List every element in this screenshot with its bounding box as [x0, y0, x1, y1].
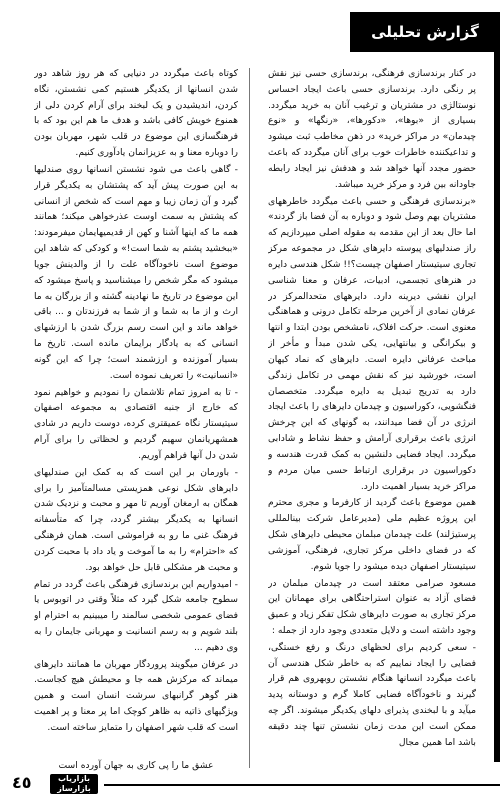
paragraph: - باورمان بر این است که به کمک این صندلیهای دایرهای شکل نوعی همزیستی مسالمتآمیز را برای همگان به ارمغان آوریم تا مهر و محبت و نزدیک شدن انسانها به یکدیگر بیشتر گردد، چرا که متأسفانه فرهنگ غنی ما رو به فراموشی است. همان فرهنگی که «احترام» را به ما آموخت و یاد داد با محبت کردن و محبت هر مشکلی قابل حل خواهد بود. — [34, 466, 238, 573]
page-footer — [0, 770, 500, 800]
paragraph: در کنار برندسازی فرهنگی، برندسازی حسی نیز نقش پر رنگی دارد. برندسازی حسی باعث ایجاد احساس نوستالژی در مشتریان و ترغیب آنان به خرید میگردد. بسیاری از «بوها»، «دکورها»، «رنگها» و «نوع چیدمان» در مراکز خرید» در ذهن مخاطب ثبت میشود و تداعیکننده خاطرات خوب برای آنان میگردد که باعث حضور مجدد آنها خواهد شد و هدفش نیز ایجاد رابطه جاودانه بین فرد و مرکز خرید میباشد. — [268, 68, 476, 190]
magazine-logo-text: بازاریاب بازارساز — [57, 774, 91, 793]
paragraph: کوتاه باعث میگردد در دنیایی که هر روز شاهد دور شدن انسانها از یکدیگر هستیم کمی نشستن، نگاه کردن، اندیشیدن و یک لبخند برای آرام کردن دلی از همنوع خویش کافی باشد و هدف ما هم این بود که با فرهنگسازی این موضوع در قلب شهر، مهربان بودن را دوباره معنا و به عزیزانمان یادآوری کنیم. — [34, 68, 238, 159]
footer-rule — [104, 784, 500, 786]
magazine-logo — [50, 774, 98, 794]
paragraph: - امیدواریم این برندسازی فرهنگی باعث گردد در تمام سطوح جامعه شکل گیرد که مثلاً وقتی در اتوبوس یا فضای عمومی شخصی سالمند را میبینیم به احترام او بلند شویم و به رسم انسانیت و مهربانی جایمان را به وی دهیم ... — [34, 578, 238, 653]
section-header — [350, 12, 500, 52]
paragraph: - گاهی باعث می شود نشستن انسانها روی صندلیها به این صورت پیش آید که پشتشان به یکدیگر قرار گیرد و آن زمان زیبا و مهم است که شخص از انسانی که پشتش به سمت اوست عذرخواهی میکند؛ همانند همه ما که اینها آشنا و کهن از قدیمیهایمان میفرمودند: «ببخشید پشتم به شما است!» و کودکی که شاهد این موضوع است ناخودآگاه علت را از والدینش جویا میشود که مگر شخص را میشناسید و پاسخ میشود که این موضوع در تاریخ ما نهادینه گشته و از بزرگان به ما ارث و از ما به شما و از شما به فرزندتان و ... باقی خواهد ماند و این است رسم بزرگ شدن با ارزشهای انسانی که به یادگار برایمان مانده است. تاریخ ما بسیار آموزنده و ارزشمند است؛ چرا که این گونه «انسانیت» را تعریف نموده است. — [34, 163, 238, 381]
paragraph: «برندسازی فرهنگی و حسی باعث میگردد خاطرههای مشتریان بهم وصل شود و دوباره به آن فضا باز گردند» اما حال بعد از این مقدمه به مقوله اصلی میپردازیم که راز صندلیهای پیوسته دایرهای شکل در مجموعه مرکز تجاری سیتیستار اصفهان چیست؟!! شکل هندسی دایره در هنرهای تجسمی، ادبیات، عرفان و معنا شناسی ایران نقشی دیرینه دارد. دایرههای متحدالمرکز در عرفان نمادی از آخرین مرحله تکامل درونی و هماهنگی معنوی است. حرکت افلاک، نامشخص بودن ابتدا و انتها و بیکرانگی و بیانتهایی، یکی شدن مبدأ و مأخر از مباحث عرفانی دایره است. دایرهای که نماد کیهان است، خورشید نیز که نقش مهمی در تکامل زندگی دارد به تدریج تبدیل به دایره میگردد. متخصصان فنگشویی، دکوراسیون و چیدمان دایرهای را باعث ایجاد انرژی در آن فضا میدانند، به گونهای که این چرخش انرژی باعث برقراری آرامش و حفظ نشاط و شادابی میگردد. ایجاد فضایی دلنشین به کمک قدرت هندسه و دکوراسیون در برقراری ارتباط حسی میان مردم و مراکز خرید بسیار اهمیت دارد. — [268, 195, 476, 492]
section-title: گزارش تحلیلی — [371, 23, 479, 41]
paragraph: همین موضوع باعث گردید از کارفرما و مجری محترم این پروژه عظیم ملی (مدیرعامل شرکت بینالمللی پرستیژلند) علت چیدمان مبلمان محیطی دایرهای شکل که در فضای داخلی مرکز تجاری، فرهنگی، آموزشی سیتیستار اصفهان دیده میشود را جویا شوم. — [268, 497, 476, 572]
poem-line: عشق ما را پی کاری به جهان آورده است — [58, 759, 214, 771]
column-divider — [249, 68, 250, 768]
paragraph: در عرفان میگویند پروردگار مهربان ما همانند دایرهای میماند که مرکزش همه جا و محیطش هیچ کجاست. هنر گوهر گرانبهای سرشت انسان است و همین ویژگیهای ذاتیه به ظاهر کوچک اما پر معنا و پر اهمیت است که قلب شهر اصفهان را متمایز ساخته است. — [34, 658, 238, 733]
paragraph: مسعود صرامی معتقد است در چیدمان مبلمان در فضای آزاد به عنوان استراحتگاهی برای مهمانان این مرکز تجاری به صورت دایرهای شکل تفکر زیاد و عمیق وجود داشته است و دلایل متعددی وجود دارد از جمله : — [268, 577, 476, 636]
right-edge-strip — [494, 52, 500, 762]
paragraph: - سعی کردیم برای لحظهای درنگ و رفع خستگی، فضایی را ایجاد نماییم که به خاطر شکل هندسی آن باعث میگردد انسانها هنگام نشستن روبهروی هم قرار گیرند و ناخودآگاه فضایی کاملا گرم و دوستانه پدید میآید و با لبخندی پذیرای دلهای یکدیگر میشوند. اگر چه ممکن است این مدت زمان نشستن تنها چند دقیقه باشد اما همین مجال — [268, 641, 476, 748]
article-column-left — [34, 66, 238, 771]
article-column-right — [268, 66, 476, 771]
paragraph: - تا به امروز تمام تلاشمان را نمودیم و خواهیم نمود که خارج از جنبه اقتصادی به مجموعه اصفهان سیتیستار نگاه عمیقتری کرده، دوست داریم در شادی همشهریانمان سهیم گردیم و لحظاتی را برای آرام شدن دل آنها فراهم آوریم. — [34, 386, 238, 461]
page-number: ٤٥ — [12, 773, 32, 792]
